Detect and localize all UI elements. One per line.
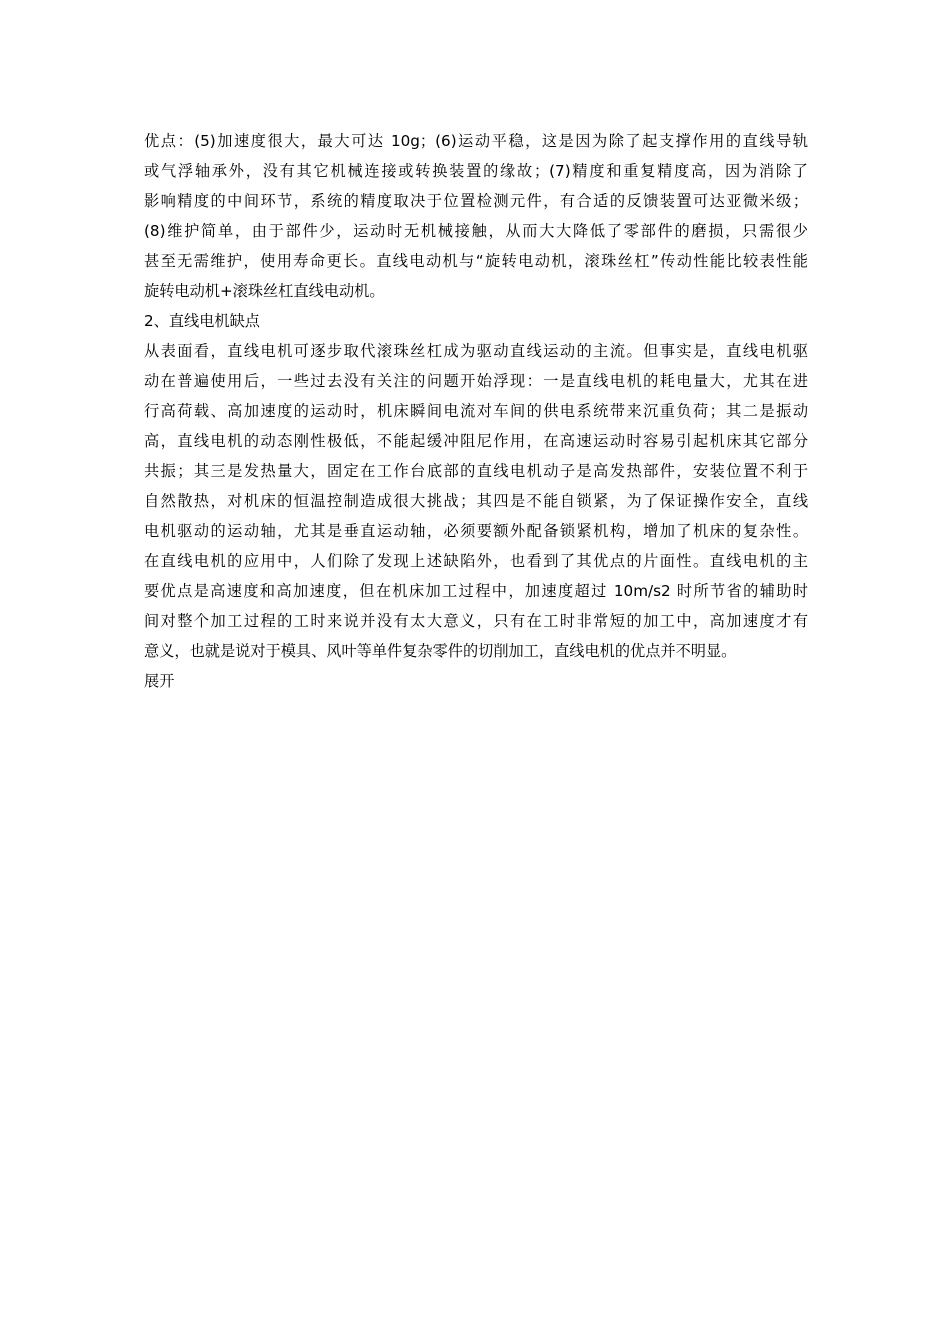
text-line: 间对整个加工过程的工时来说并没有太大意义，只有在工时非常短的加工中，高加速度才有 bbox=[144, 612, 808, 630]
text-line: 影响精度的中间环节，系统的精度取决于位置检测元件，有合适的反馈装置可达亚微米级； bbox=[144, 192, 808, 210]
text-line: 从表面看，直线电机可逐步取代滚珠丝杠成为驱动直线运动的主流。但事实是，直线电机驱 bbox=[144, 342, 808, 360]
text-line: 甚至无需维护，使用寿命更长。直线电动机与“旋转电动机，滚珠丝杠”传动性能比较表性能 bbox=[144, 252, 808, 270]
text-line: 电机驱动的运动轴，尤其是垂直运动轴，必须要额外配备锁紧机构，增加了机床的复杂性。 bbox=[144, 522, 808, 540]
text-line: 或气浮轴承外，没有其它机械连接或转换装置的缘故；(7)精度和重复精度高，因为消除了 bbox=[144, 162, 808, 180]
document-body bbox=[144, 126, 808, 696]
text-line: 旋转电动机+滚珠丝杠直线电动机。 bbox=[144, 282, 385, 300]
expand-link[interactable]: 展开 bbox=[144, 672, 175, 690]
text-line: 优点：(5)加速度很大，最大可达 10g；(6)运动平稳，这是因为除了起支撑作用的直线导轨 bbox=[144, 132, 808, 150]
text-line: 共振；其三是发热量大，固定在工作台底部的直线电机动子是高发热部件，安装位置不利于 bbox=[144, 462, 808, 480]
text-line: 在直线电机的应用中，人们除了发现上述缺陷外，也看到了其优点的片面性。直线电机的主 bbox=[144, 552, 808, 570]
text-line: (8)维护简单，由于部件少，运动时无机械接触，从而大大降低了零部件的磨损，只需很少 bbox=[144, 222, 808, 240]
text-line: 自然散热，对机床的恒温控制造成很大挑战；其四是不能自锁紧，为了保证操作安全，直线 bbox=[144, 492, 808, 510]
text-line: 要优点是高速度和高加速度，但在机床加工过程中，加速度超过 10m/s2 时所节省的辅助时 bbox=[144, 582, 808, 600]
text-line: 行高荷载、高加速度的运动时，机床瞬间电流对车间的供电系统带来沉重负荷；其二是振动 bbox=[144, 402, 808, 420]
paragraph-advantages bbox=[144, 126, 808, 306]
text-line: 动在普遍使用后，一些过去没有关注的问题开始浮现：一是直线电机的耗电量大，尤其在进 bbox=[144, 372, 808, 390]
text-line: 意义，也就是说对于模具、风叶等单件复杂零件的切削加工，直线电机的优点并不明显。 bbox=[144, 642, 737, 660]
section-heading: 2、直线电机缺点 bbox=[144, 312, 260, 330]
text-line: 高，直线电机的动态刚性极低，不能起缓冲阻尼作用，在高速运动时容易引起机床其它部分 bbox=[144, 432, 808, 450]
paragraph-disadvantages bbox=[144, 336, 808, 666]
